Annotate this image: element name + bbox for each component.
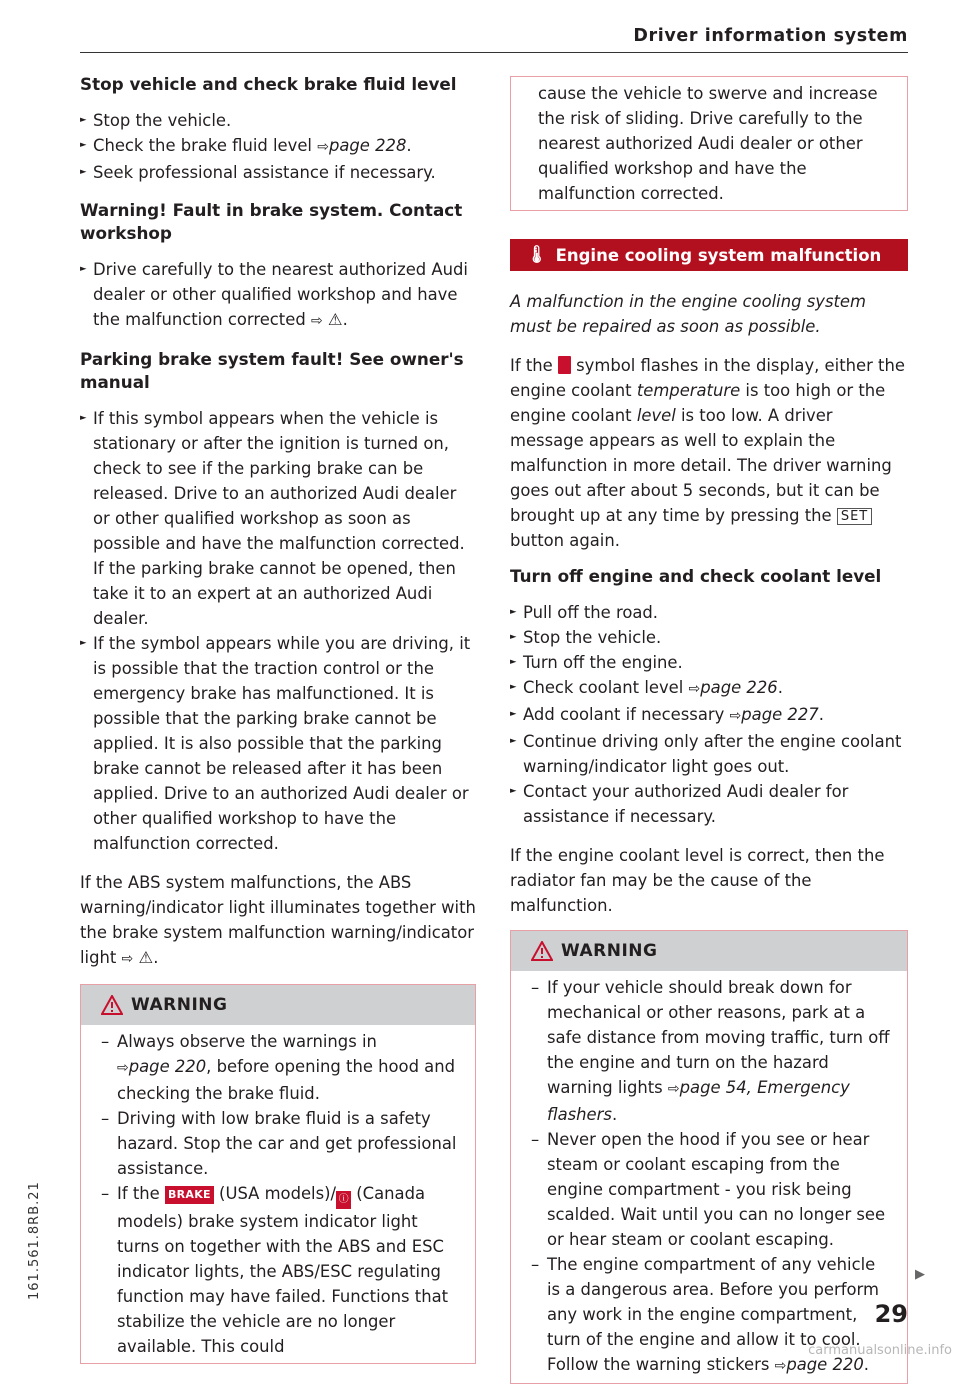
section-heading: Stop vehicle and check brake fluid level: [80, 74, 457, 94]
cross-ref-arrow-icon: ⇨: [729, 708, 742, 724]
warning-item: – Never open the hood if you see or hear steam or coolant escaping from the engine compartment - you risk being scalded. Wait until you can no longer see or hear steam or coolant escaping.: [531, 1127, 893, 1252]
section-heading: Parking brake system fault! See owner's manual: [80, 349, 464, 392]
list-item: ► Continue driving only after the engine coolant warning/indicator light goes out.: [510, 729, 908, 779]
list-item: ► Stop the vehicle.: [510, 625, 908, 650]
page-ref-link[interactable]: page 220: [128, 1057, 207, 1076]
cross-ref-arrow-icon: ⇨: [688, 681, 701, 697]
list-item: ► Check the brake fluid level ⇨page 228.: [80, 133, 476, 160]
section-title-bar: 🌡 Engine cooling system malfunction: [510, 239, 908, 271]
brake-canada-indicator-icon: ⓘ: [336, 1191, 351, 1209]
cross-ref-arrow-icon: ⇨: [310, 313, 323, 329]
warning-triangle-icon: ⚠: [138, 948, 154, 967]
step-list: [80, 406, 476, 856]
page-ref-link[interactable]: page 227: [741, 705, 819, 724]
warning-triangle-icon: [101, 995, 123, 1015]
warning-item: – The engine compartment of any vehicle is a dangerous area. Before you perform any work in the engine compartment, turn of the engine and allow it to cool. Follow the warning stickers ⇨page 220.: [531, 1252, 893, 1379]
page-ref-link[interactable]: page 220: [786, 1355, 864, 1374]
paragraph: If the engine coolant level is correct, then the radiator fan may be the cause of the malfunction.: [510, 846, 885, 915]
list-item: ► Contact your authorized Audi dealer for assistance if necessary.: [510, 779, 908, 829]
warning-item: – Driving with low brake fluid is a safety hazard. Stop the car and get professional assistance.: [101, 1106, 461, 1181]
warning-header: WARNING: [511, 931, 907, 971]
warning-triangle-icon: ⚠: [327, 310, 343, 329]
cross-ref-arrow-icon: ⇨: [121, 951, 134, 967]
right-column: [510, 76, 908, 1384]
warning-body: [81, 1025, 475, 1363]
continue-arrow-icon: ▶: [915, 1267, 925, 1282]
list-item: ► Drive carefully to the nearest authorized Audi dealer or other qualified workshop and have the malfunction corrected ⇨ ⚠.: [80, 257, 476, 334]
section-heading: Turn off engine and check coolant level: [510, 566, 882, 586]
warning-box: [510, 930, 908, 1384]
step-list: [510, 600, 908, 829]
list-item: ► Stop the vehicle.: [80, 108, 476, 133]
warning-header: WARNING: [81, 985, 475, 1025]
cross-ref-arrow-icon: ⇨: [117, 1060, 129, 1076]
cross-ref-arrow-icon: ⇨: [317, 139, 329, 155]
paragraph: If the symbol flashes in the display, either the engine coolant temperature is too high or the engine coolant level is too low. A driver message appears as well to explain the malfunction in more detail. The driver warning goes out after about 5 seconds, but it can be brought up at any time by pressing the SET button again.: [510, 356, 905, 550]
list-item: ► If this symbol appears when the vehicle is stationary or after the ignition is turned on, check to see if the parking brake can be released. Drive to an authorized Audi dealer or other qualified workshop as soon as possible and have the malfunction corrected. If the parking brake cannot be opened, then take it to an expert at an authorized Audi dealer.: [80, 406, 476, 631]
watermark: carmanualsonline.info: [808, 1343, 952, 1358]
set-button-key: SET: [837, 508, 872, 525]
list-item: ► If the symbol appears while you are driving, it is possible that the traction control or the emergency brake has malfunctioned. It is possible that the parking brake cannot be applied. It is also possible that the parking brake cannot be released after it has been applied. Drive to an authorized Audi dealer or other qualified workshop to have the malfunction corrected.: [80, 631, 476, 856]
warning-body: [511, 971, 907, 1383]
page-ref-link[interactable]: page 226: [700, 678, 778, 697]
list-item: ► Turn off the engine.: [510, 650, 908, 675]
warning-item: – If your vehicle should break down for mechanical or other reasons, park at a safe distance from moving traffic, turn off the engine and turn on the hazard warning lights ⇨page 54, Emergency flashers.: [531, 975, 893, 1127]
page-ref-link[interactable]: page 228: [328, 136, 407, 155]
document-code: 161.561.8RB.21: [27, 1181, 42, 1300]
cross-ref-arrow-icon: ⇨: [774, 1358, 787, 1374]
section-heading: Warning! Fault in brake system. Contact workshop: [80, 200, 463, 243]
paragraph: If the ABS system malfunctions, the ABS warning/indicator light illuminates together with the brake system malfunction warning/indicator light ⇨ ⚠.: [80, 873, 476, 967]
list-item: ► Pull off the road.: [510, 600, 908, 625]
page-ref-link[interactable]: page 54, Emergency flashers: [547, 1078, 850, 1124]
page-number: 29: [874, 1300, 908, 1328]
step-list: [80, 257, 476, 334]
running-header: Driver information system: [633, 26, 908, 46]
left-column: [80, 73, 476, 1364]
continued-warning-box: cause the vehicle to swerve and increase the risk of sliding. Drive carefully to the nearest authorized Audi dealer or other qualified workshop and have the malfunction corrected.: [510, 76, 908, 211]
warning-triangle-icon: [531, 941, 553, 961]
coolant-warning-symbol-icon: [558, 356, 571, 374]
cross-ref-arrow-icon: ⇨: [667, 1081, 680, 1097]
lead-text: A malfunction in the engine cooling system must be repaired as soon as possible.: [510, 292, 866, 336]
header-rule: [80, 52, 908, 53]
step-list: [80, 108, 476, 185]
warning-item: – If the BRAKE (USA models)/ ⓘ (Canada models) brake system indicator light turns on together with the ABS and ESC indicator lights, the ABS/ESC regulating function may have failed. Functions that stabilize the vehicle are no longer available. This could: [101, 1181, 461, 1359]
warning-item: – Always observe the warnings in ⇨page 220, before opening the hood and checking the brake fluid.: [101, 1029, 461, 1106]
list-item: ► Seek professional assistance if necessary.: [80, 160, 476, 185]
brake-indicator-icon: BRAKE: [165, 1186, 214, 1204]
list-item: ► Add coolant if necessary ⇨page 227.: [510, 702, 908, 729]
list-item: ► Check coolant level ⇨page 226.: [510, 675, 908, 702]
coolant-thermometer-icon: 🌡: [526, 244, 548, 265]
warning-box: [80, 984, 476, 1364]
